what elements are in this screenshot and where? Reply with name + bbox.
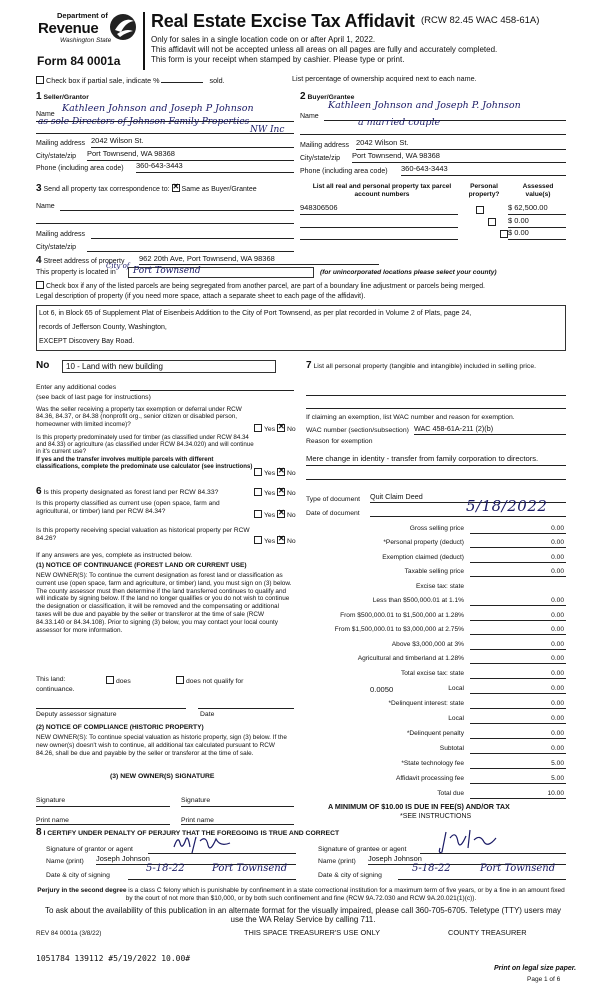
parcel-row-3-personal-checkbox[interactable] [500,230,508,238]
tax-row-total-due: Total due 10.00 [437,790,564,797]
located-hw-above: City of [106,262,130,270]
owner-signature-line-2[interactable] [181,797,294,807]
seller-phone-value: 360-643-3443 [136,161,183,170]
seller-section [36,91,294,171]
seller-name-label: Name [36,111,55,118]
parcel-row-2-number[interactable] [300,217,458,228]
tax-row-bracket-4: Above $3,000,000 at 3% 0.00 [391,641,564,648]
deputy-date-label: Date [200,711,215,718]
buyer-phone-field[interactable] [401,165,566,176]
section-6-number: 6 [36,486,42,497]
located-label: This property is located in [36,269,116,276]
minimum-note: A MINIMUM OF $10.00 IS DUE IN FEE(S) AND/OR TAX [328,802,510,811]
located-value: Port Townsend [133,266,201,276]
same-as-buyer-label: Same as Buyer/Grantee [181,186,257,193]
property-number: 4 [36,255,42,266]
tax-row-local: Local 0.00 [448,685,564,692]
tax-row-delinquent-interest-local: Local 0.00 [448,715,564,722]
buyer-number: 2 [300,91,306,102]
owner-print-label-1: Print name [36,817,69,824]
correspondence-number: 3 [36,183,42,194]
seller-name-hw-3: NW Inc [250,125,285,135]
partial-sale-percent[interactable] [161,75,203,83]
section5-q1-answers: Yes ✕ No [254,424,296,434]
owner-print-line-1[interactable] [36,815,170,825]
seller-name-hw-2: as sole Directors of Johnson Family Properties [38,117,250,127]
see-instructions: *SEE INSTRUCTIONS [400,813,472,820]
continuance-label: continuance. [36,686,75,693]
buyer-name-hw-1: Kathleen Johnson and Joseph P. Johnson [328,100,521,111]
same-as-buyer-checkbox[interactable] [172,184,180,192]
header-line-2: This affidavit will not be accepted unless all areas on all pages are fully and accurately completed. [151,45,498,54]
grantor-signature-label: Signature of grantor or agent [46,846,133,853]
seller-heading: Seller/Grantor [43,94,89,101]
buyer-city-field[interactable] [352,152,566,163]
seller-city-value: Port Townsend, WA 98368 [87,149,175,158]
street-value: 962 20th Ave, Port Townsend, WA 98368 [139,254,275,263]
tax-row-taxable: Taxable selling price 0.00 [404,568,564,575]
additional-codes-note: (see back of last page for instructions) [36,394,151,401]
land-does-not-checkbox[interactable] [176,676,184,684]
header-line-3: This form is your receipt when stamped by cashier. Please type or print. [151,55,405,64]
seller-mailing-field[interactable] [91,137,294,148]
street-field[interactable] [139,255,379,265]
seller-mailing-value: 2042 Wilson St. [91,136,144,145]
seller-mailing-label: Mailing address [36,140,86,147]
seller-phone-field[interactable] [136,162,294,173]
buyer-city-label: City/state/zip [300,155,341,162]
grantor-date-label: Date & city of signing [46,872,110,879]
state-text: Washington State [60,37,112,44]
perjury-text: is a class C felony which is punishable by confinement in a state correctional institution for a maximum term of five years, or by a fine in an amount fixed by the court of not more than $10,000, or by both such confinement and fine (RCW 9A.72.030 and RCW 9A.20.021(1)(c)). [125,887,565,903]
tax-row-exemption: Exemption claimed (deduct) 0.00 [382,554,564,561]
section6-q2-answers: Yes ✕ No [254,510,296,520]
section5-q1: Was the seller receiving a property tax exemption or deferral under RCW 84.36, 84.37, or 84.38 (nonprofit org., senior citizen or disabled person, homeowner with limited income)? [36,406,242,428]
grantee-signature-icon [434,826,504,856]
owner-signature-label-2: Signature [181,797,211,804]
section6-q3-answers: Yes ✕ No [254,536,296,546]
legal-line-1: Lot 6, in Block 65 of Supplement Plat of Eisenbeis Addition to the City of Port Townsend, as per plat recorded in Volume 2 of Plats, page 24, [39,310,472,317]
historic-no-checkbox[interactable] [277,536,285,544]
grantor-name-value: Joseph Johnson [96,854,150,863]
correspondence-mailing-label: Mailing address [36,231,86,238]
tax-row-agricultural: Agricultural and timberland at 1.28% 0.00 [357,655,564,662]
tax-row-personal-property: *Personal property (deduct) 0.00 [383,539,564,546]
revision-label: REV 84 0001a (3/8/22) [36,930,102,937]
certify-text: I CERTIFY UNDER PENALTY OF PERJURY THAT THE FOREGOING IS TRUE AND CORRECT [43,830,340,837]
parcel-row-3-value[interactable]: $ 0.00 [508,229,566,240]
tax-row-technology-fee: *State technology fee 5.00 [401,760,564,767]
header-line-1: Only for sales in a single location code on or after April 1, 2022. [151,35,376,44]
grantor-signature-icon [170,833,240,855]
deputy-signature-line[interactable] [36,700,186,709]
use-code-value: 10 - Land with new building [66,362,163,371]
tax-row-total-state: Total excise tax: state 0.00 [400,670,564,677]
buyer-mailing-field[interactable] [356,139,566,150]
q2-no-checkbox[interactable] [277,468,285,476]
parcels-col-number: List all real and personal property tax parcel account numbers [312,183,452,198]
grantor-city-value: Port Townsend [212,863,288,874]
street-label: Street address of property [43,258,125,265]
legal-line-3: EXCEPT Discovery Bay Road. [39,338,135,346]
correspondence-name-field-2[interactable] [36,214,294,224]
tax-row-subtotal: Subtotal 0.00 [439,745,564,752]
notice1-text: NEW OWNER(S): To continue the current designation as forest land or classification as current use (open space, farm and agriculture, or timber) land, you must sign on (3) below. The county assessor must then determine if the land transferred continues to qualify and will indicate by signing below. If the land no longer qualifies or you do not wish to continue the designation or classification, it will be removed and the compensating or additional taxes will be due and payable by the seller or transferor at the time of sale (RCW 84.33.140 or 84.34.108). Prior to signing (3) below, you may contact your local county assessor for more information. [36,572,292,634]
segregated-checkbox[interactable] [36,281,44,289]
parcel-row-3-number[interactable] [300,229,458,240]
owner-print-line-2[interactable] [181,815,294,825]
additional-codes-label: Enter any additional codes [36,384,117,391]
tax-row-bracket-3: From $1,500,000.01 to $3,000,000 at 2.75% 0.00 [334,626,564,633]
perjury-bold: Perjury in the second degree [37,887,127,894]
buyer-mailing-label: Mailing address [300,142,350,149]
doc-type-label: Type of document [306,496,361,503]
form-number: Form 84 0001a [37,54,121,68]
seller-number: 1 [36,91,42,102]
personal-property-line-1[interactable] [306,386,566,396]
buyer-name-label: Name [300,113,319,120]
legal-line-2: records of Jefferson County, Washington, [39,324,167,332]
seller-phone-label: Phone (including area code) [36,165,124,172]
owner-signature-label-1: Signature [36,797,66,804]
form-title: Real Estate Excise Tax Affidavit [151,11,415,31]
page-number: Page 1 of 6 [527,976,561,983]
buyer-phone-value: 360-643-3443 [401,164,448,173]
located-select[interactable] [128,267,314,278]
property-section [36,255,566,305]
header-divider [143,12,145,70]
partial-sale-row [36,75,225,85]
forest-no-checkbox[interactable] [277,488,285,496]
notice3-title: (3) NEW OWNER(S) SIGNATURE [110,773,215,780]
county-treasurer: COUNTY TREASURER [448,928,527,937]
partial-sale-label: Check box if partial sale, indicate % [46,76,160,85]
grantee-name-label: Name (print) [318,858,356,865]
section5-q2b: If yes and the transfer involves multiple parcels with different classifications, complete the predominate use calculator (see instructions) [36,456,253,470]
grantee-date-label: Date & city of signing [318,872,382,879]
wac-field[interactable] [414,425,566,435]
current-use-yes-checkbox[interactable] [254,510,262,518]
grantor-date-value: 5-18-22 [146,863,185,874]
revenue-logo-icon [106,12,140,42]
buyer-heading: Buyer/Grantee [307,94,355,101]
grantee-name-value: Joseph Johnson [368,854,422,863]
legal-description-box[interactable] [36,305,566,351]
q1-no-checkbox[interactable] [277,424,285,432]
legal-paper-note: Print on legal size paper. [494,965,577,972]
accessibility-notice: To ask about the availability of this publication in an alternate format for the visually impaired, please call 360-705-6705. Teletype (TTY) users may use the WA Relay Service by calling 711. [44,906,562,925]
correspondence-city-field[interactable] [87,242,294,252]
correspondence-label: Send all property tax correspondence to: [43,186,170,193]
section6-q1-row [36,486,218,498]
buyer-section [300,91,566,181]
buyer-name-hw-2: a married couple [358,117,441,128]
form-rcw: (RCW 82.45 WAC 458-61A) [421,15,540,26]
parcels-col-value: Assessed value(s) [522,183,554,198]
correspondence-city-label: City/state/zip [36,244,77,251]
partial-sale-sold: sold. [209,76,225,85]
perjury-notice [36,887,566,903]
owner-print-label-2: Print name [181,817,214,824]
section6-q2: Is this property classified as current use (open space, farm and agricultural, or timber) land per RCW 84.34? [36,500,220,515]
parcels-table [300,183,566,249]
owner-signature-line-1[interactable] [36,797,170,807]
section6-q1-answers: Yes ✕ No [254,488,296,498]
notice1-title: (1) NOTICE OF CONTINUANCE (FOREST LAND OR CURRENT USE) [36,562,247,569]
correspondence-name-label: Name [36,203,55,210]
buyer-mailing-value: 2042 Wilson St. [356,138,409,147]
parcel-row-1-personal-checkbox[interactable] [476,206,484,214]
reason-label: Reason for exemption [306,438,373,445]
grantee-signature-label: Signature of grantee or agent [318,846,407,853]
seller-city-label: City/state/zip [36,153,77,160]
legal-label: Legal description of property (if you need more space, attach a separate sheet to each page of the affidavit). [36,293,366,300]
deputy-signature-label: Deputy assessor signature [36,711,117,718]
reason-field[interactable] [306,455,566,466]
forest-yes-checkbox[interactable] [254,488,262,496]
section7-text: List all personal property (tangible and intangible) included in selling price. [313,363,536,370]
this-land-row: This land: [36,676,66,683]
wac-value: WAC 458-61A-211 (2)(b) [414,424,494,433]
correspondence-name-field[interactable] [60,201,294,211]
tax-row-gross: Gross selling price 0.00 [409,525,564,532]
dept-text: Department of [57,11,108,20]
buyer-phone-label: Phone (including area code) [300,168,388,175]
additional-codes-field[interactable] [130,382,294,391]
correspondence-mailing-field[interactable] [91,229,294,239]
parcels-col-personal: Personal property? [468,183,500,198]
tax-row-processing-fee: Affidavit processing fee 5.00 [395,775,564,782]
seller-city-field[interactable] [87,150,294,161]
doc-date-value: 5/18/2022 [466,497,548,515]
section-5-number: No [36,360,50,371]
wac-label: WAC number (section/subsection) [306,427,409,434]
correspondence-section [36,183,294,253]
doc-date-label: Date of document [306,510,360,517]
section6-q3: Is this property receiving special valuation as historical property per RCW 84.26? [36,527,250,542]
section6-note: If any answers are yes, complete as instructed below. [36,552,193,559]
grantee-date-value: 5-18-22 [412,863,451,874]
notice2-title: (2) NOTICE OF COMPLIANCE (HISTORIC PROPERTY) [36,724,204,731]
parcel-row-2-value[interactable]: $ 0.00 [508,217,566,228]
tax-row-delinquent-interest-state: *Delinquent interest: state 0.00 [388,700,564,707]
this-land-does-not: does not qualify for [176,676,243,686]
use-code-select[interactable] [62,360,276,373]
cashier-stamp: 1051784 139112 #5/19/2022 10.00# [36,954,191,963]
land-does-checkbox[interactable] [106,676,114,684]
tax-row-bracket-1: Less than $500,000.01 at 1.1% 0.00 [372,597,564,604]
reason-value: Mere change in identity - transfer from family corporation to directors. [306,454,539,463]
section6-q1: Is this property designated as forest land per RCW 84.33? [43,489,219,496]
ownership-note: List percentage of ownership acquired next to each name. [292,74,477,83]
q2-yes-checkbox[interactable] [254,468,262,476]
doc-type-value: Quit Claim Deed [370,492,423,501]
parcel-row-2-personal-checkbox[interactable] [488,218,496,226]
section-8-number: 8 [36,827,42,838]
unincorporated-note: (for unincorporated locations please select your county) [320,269,497,276]
tax-row-bracket-2: From $500,000.01 to $1,500,000 at 1.28% 0.00 [340,612,564,619]
this-land-does: does [106,676,131,686]
segregated-label: Check box if any of the listed parcels are being segregated from another parcel, are part of a boundary line adjustment or parcels being merged. [46,283,485,290]
local-rate: 0.0050 [370,685,394,694]
seller-name-hw-1: Kathleen Johnson and Joseph P Johnson [62,103,254,114]
deputy-date-line[interactable] [198,700,294,709]
tax-row-excise-state: Excise tax: state [415,583,464,590]
grantee-city-value: Port Townsend [480,863,556,874]
revenue-text: Revenue [38,20,99,37]
section5-q2-answers: Yes ✕ No [254,468,296,478]
section-7-number: 7 [306,360,312,371]
current-use-no-checkbox[interactable] [277,510,285,518]
tax-row-delinquent-penalty: *Delinquent penalty 0.00 [406,730,564,737]
section7-row [306,360,566,372]
historic-yes-checkbox[interactable] [254,536,262,544]
personal-property-line-2[interactable] [306,399,566,409]
parcel-row-1-value[interactable]: $ 62,500.00 [508,204,566,215]
exemption-label: If claiming an exemption, list WAC number and reason for exemption. [306,414,515,421]
q1-yes-checkbox[interactable] [254,424,262,432]
treasurer-use: THIS SPACE TREASURER'S USE ONLY [244,928,381,937]
reason-field-2[interactable] [306,470,566,480]
partial-sale-checkbox[interactable] [36,76,44,84]
buyer-city-value: Port Townsend, WA 98368 [352,151,440,160]
section5-q2: Is this property predominately used for timber (as classified under RCW 84.34 and 84.33) or agriculture (as classified under RCW 84.34.020) and will continue in it's current use? [36,434,254,456]
parcel-row-1-number[interactable]: 948306506 [300,204,458,215]
notice2-text: NEW OWNER(S): To continue special valuation as historic property, sign (3) below. If the new owner(s) doesn't wish to continue, all additional tax calculated pursuant to RCW 84.26, shall be due and payable by the seller or transferor at the time of sale. [36,734,287,757]
grantor-name-label: Name (print) [46,858,84,865]
revenue-logo [36,10,142,50]
